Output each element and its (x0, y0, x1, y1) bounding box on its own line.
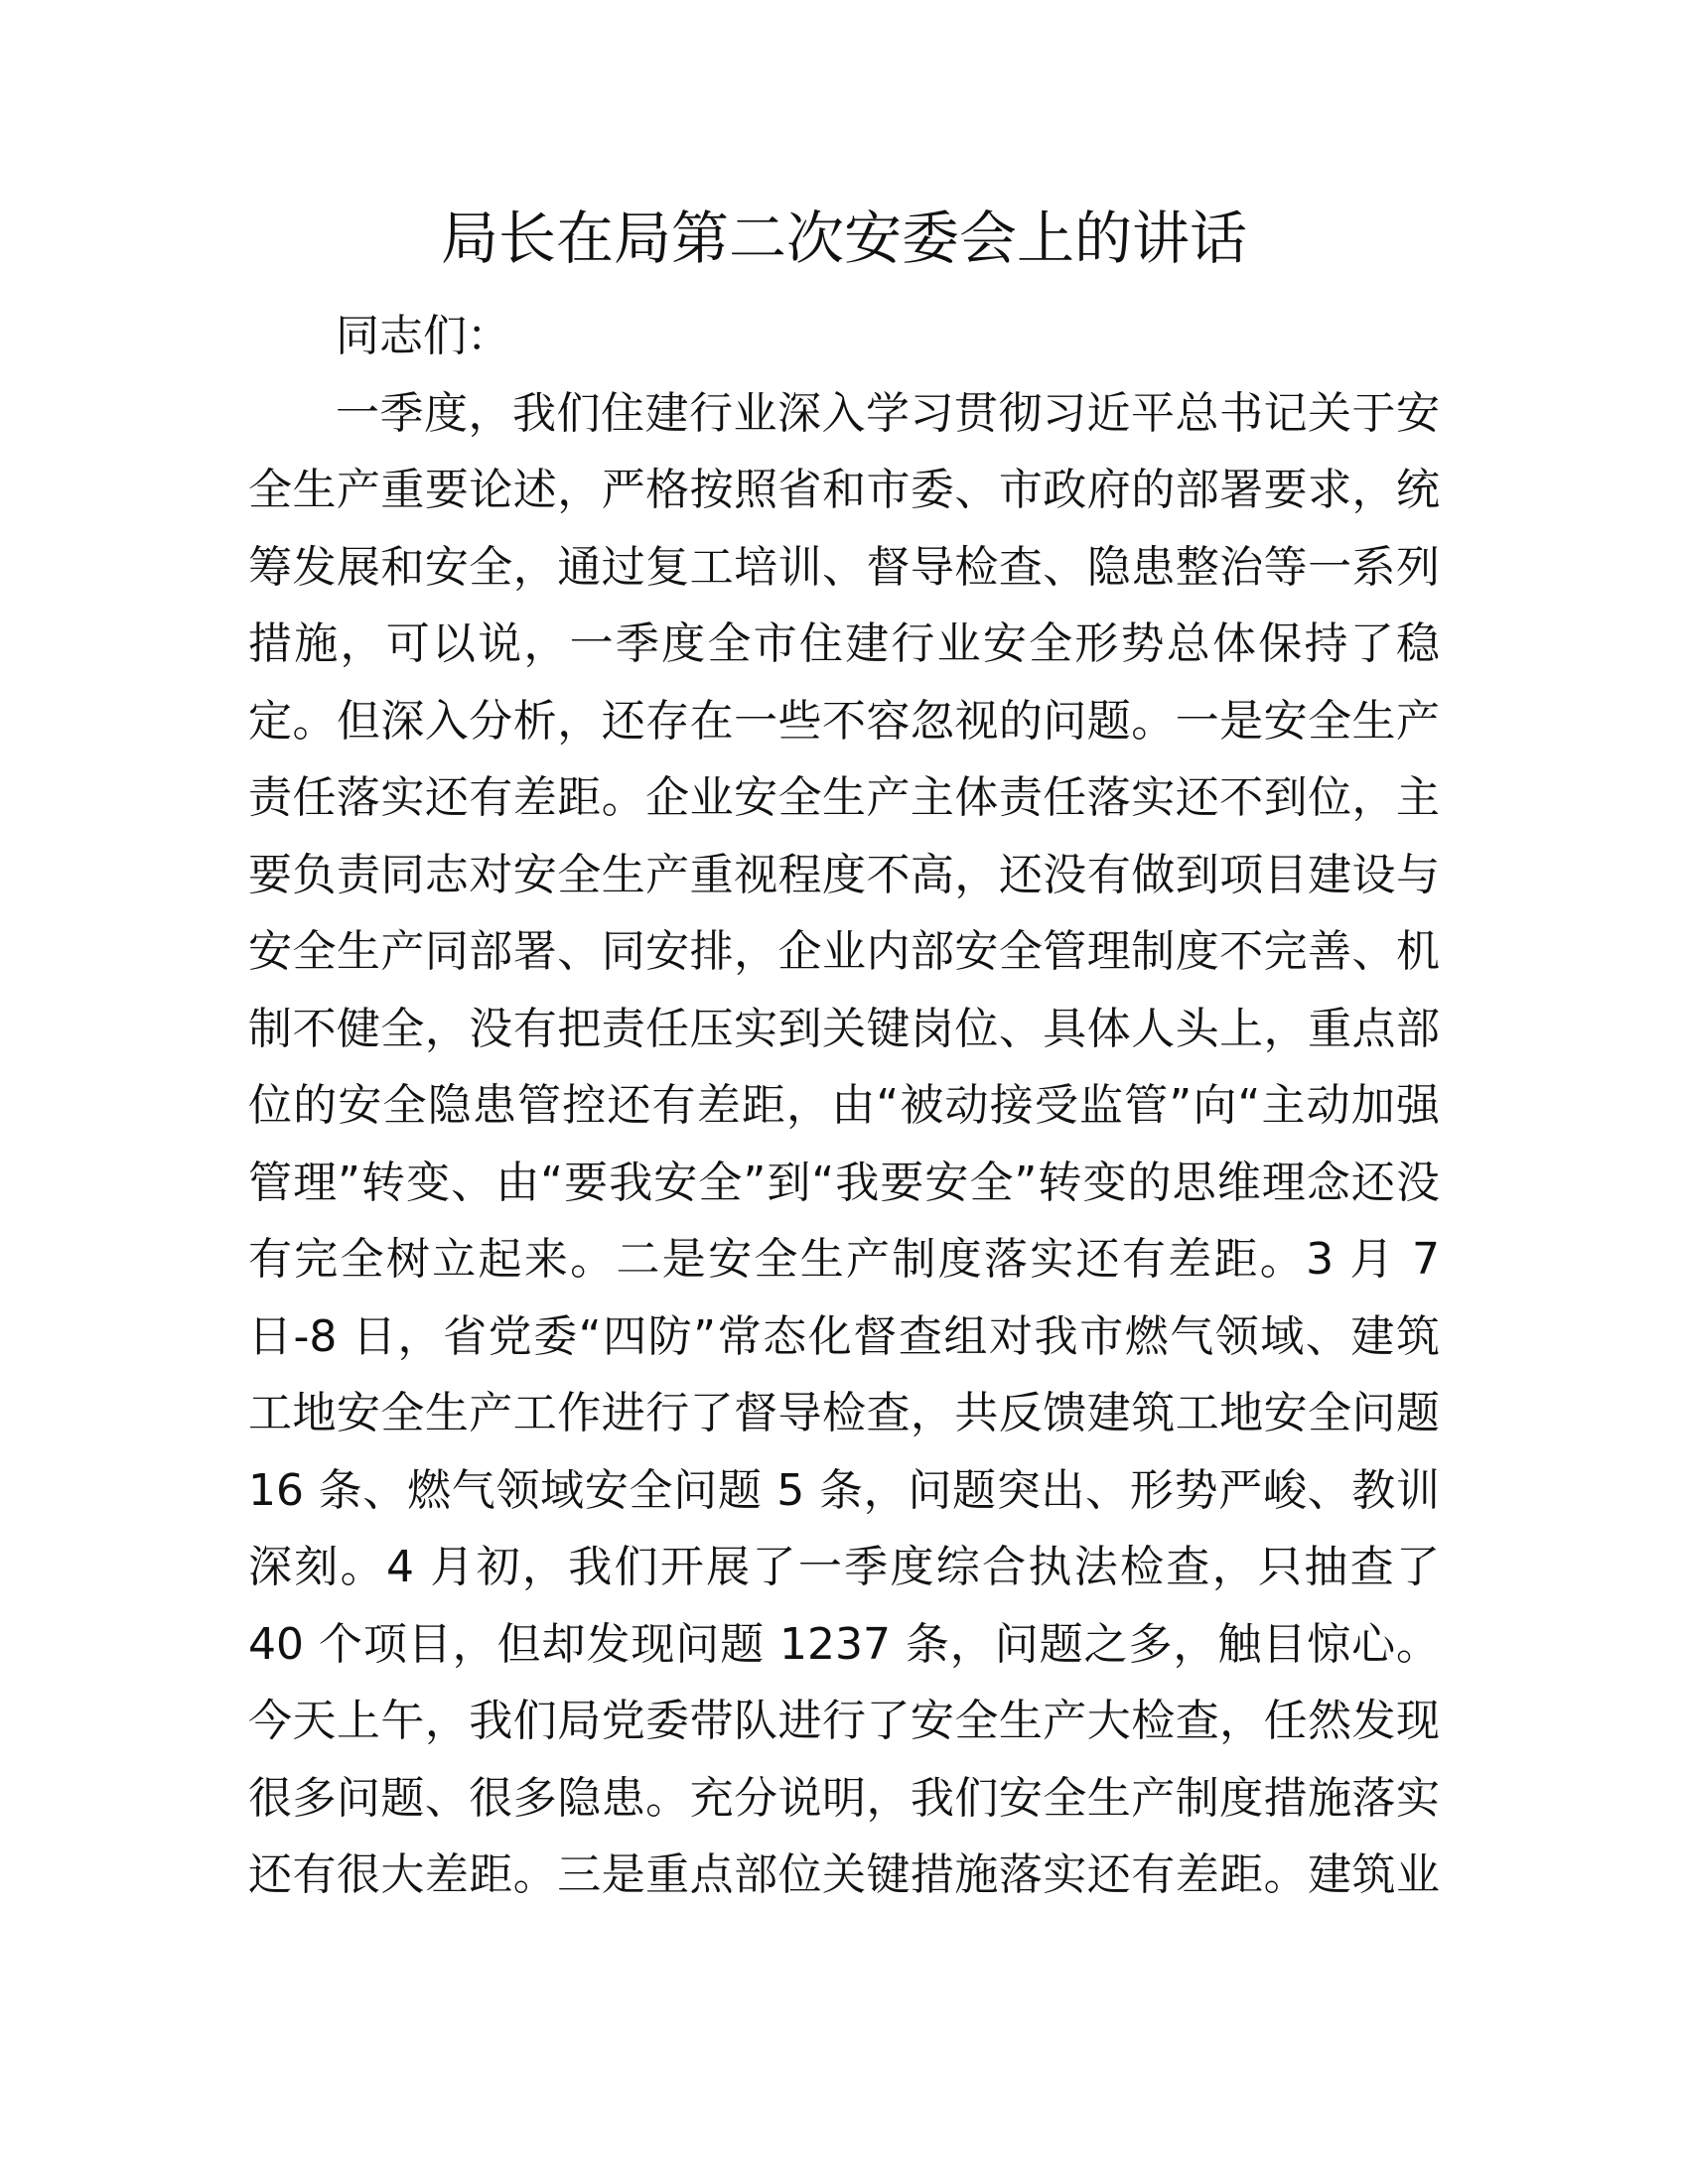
body-line: 一季度，我们住建行业深入学习贯彻习近平总书记关于安 (336, 387, 1440, 439)
body-line: 制不健全，没有把责任压实到关键岗位、具体人头上，重点部 (248, 1003, 1440, 1054)
body-line: 40 个项目，但却发现问题 1237 条，问题之多，触目惊心。 (248, 1618, 1440, 1670)
body-line: 16 条、燃气领域安全问题 5 条，问题突出、形势严峻、教训 (248, 1464, 1440, 1516)
body-line: 有完全树立起来。二是安全生产制度落实还有差距。3 月 7 (248, 1234, 1440, 1285)
body-line: 筹发展和安全，通过复工培训、督导检查、隐患整治等一系列 (248, 541, 1440, 593)
body-line: 责任落实还有差距。企业安全生产主体责任落实还不到位，主 (248, 772, 1440, 823)
body-line: 深刻。4 月初，我们开展了一季度综合执法检查，只抽查了 (248, 1542, 1440, 1592)
body-line: 还有很大差距。三是重点部位关键措施落实还有差距。建筑业 (248, 1849, 1440, 1900)
body-line: 位的安全隐患管控还有差距，由“被动接受监管”向“主动加强 (248, 1080, 1440, 1131)
body-line: 今天上午，我们局党委带队进行了安全生产大检查，任然发现 (248, 1696, 1440, 1746)
body-line: 很多问题、很多隐患。充分说明，我们安全生产制度措施落实 (248, 1772, 1440, 1824)
body-line: 要负责同志对安全生产重视程度不高，还没有做到项目建设与 (248, 849, 1440, 900)
body-line: 全生产重要论述，严格按照省和市委、市政府的部署要求，统 (248, 465, 1440, 515)
salutation: 同志们： (336, 311, 510, 361)
body-line: 工地安全生产工作进行了督导检查，共反馈建筑工地安全问题 (248, 1388, 1440, 1438)
body-line: 安全生产同部署、同安排，企业内部安全管理制度不完善、机 (248, 926, 1440, 977)
body-line: 措施，可以说，一季度全市住建行业安全形势总体保持了稳 (248, 618, 1440, 669)
body-line: 管理”转变、由“要我安全”到“我要安全”转变的思维理念还没 (248, 1157, 1440, 1208)
body-line: 日-8 日，省党委“四防”常态化督查组对我市燃气领域、建筑 (248, 1310, 1440, 1362)
body-line: 定。但深入分析，还存在一些不容忽视的问题。一是安全生产 (248, 695, 1440, 747)
document-body (248, 298, 1440, 1914)
document-title: 局长在局第二次安委会上的讲话 (440, 205, 1247, 272)
